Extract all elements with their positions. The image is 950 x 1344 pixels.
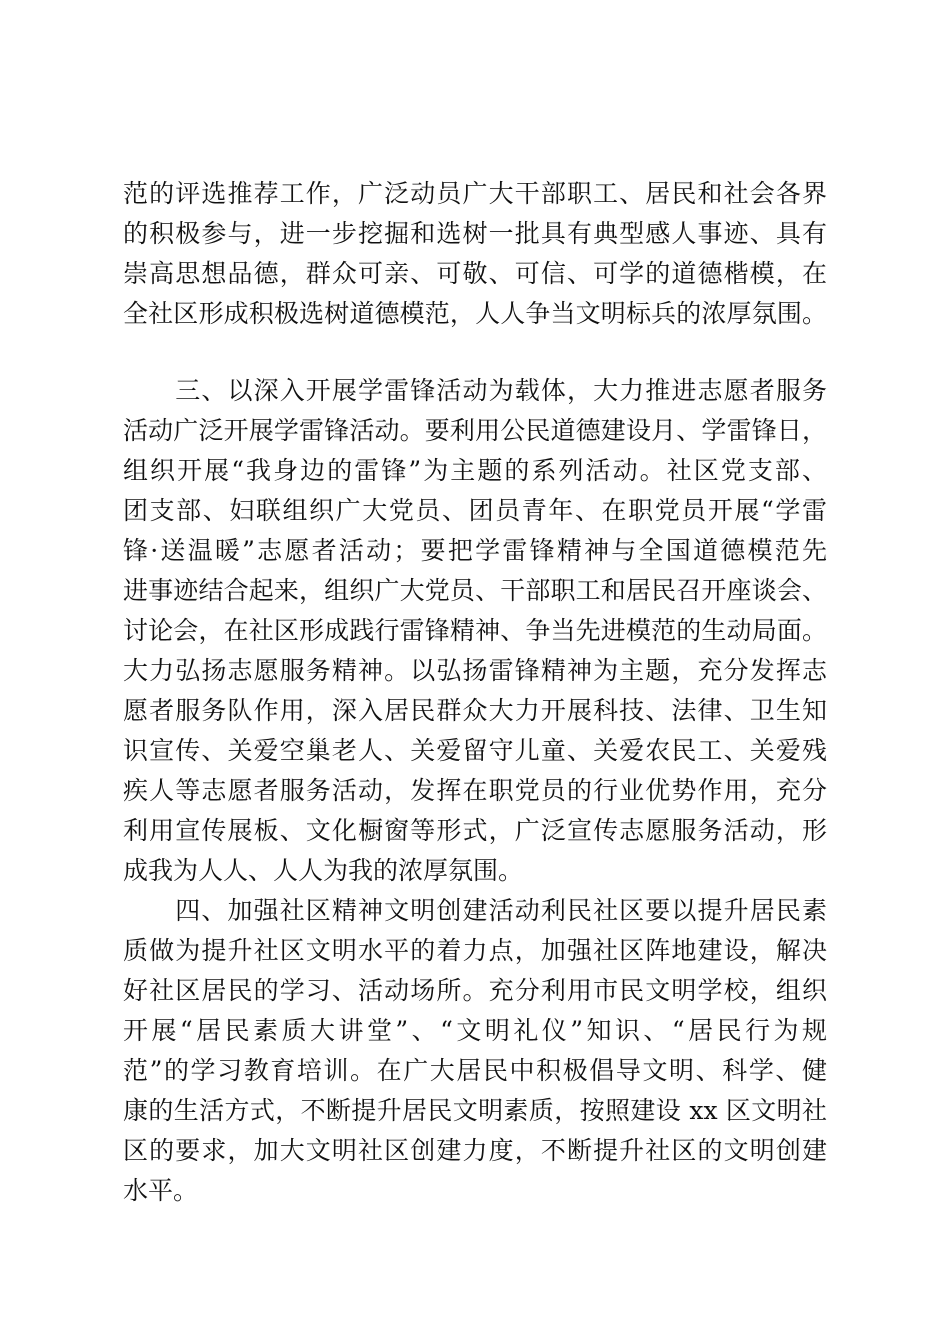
text-line: 疾人等志愿者服务活动，发挥在职党员的行业优势作用，充分 bbox=[123, 776, 827, 805]
text-line: 大力弘扬志愿服务精神。以弘扬雷锋精神为主题，充分发挥志 bbox=[123, 656, 827, 685]
text-line: 全社区形成积极选树道德模范，人人争当文明标兵的浓厚氛围。 bbox=[123, 299, 827, 328]
text-line: 四、加强社区精神文明创建活动利民社区要以提升居民素 bbox=[123, 896, 827, 925]
text-line: 的积极参与，进一步挖掘和选树一批具有典型感人事迹、具有 bbox=[123, 219, 827, 248]
text-line: 利用宣传展板、文化橱窗等形式，广泛宣传志愿服务活动，形 bbox=[123, 816, 827, 845]
text-line: 范”的学习教育培训。在广大居民中积极倡导文明、科学、健 bbox=[123, 1056, 827, 1085]
text-line: 活动广泛开展学雷锋活动。要利用公民道德建设月、学雷锋日， bbox=[123, 416, 827, 445]
text-line: 康的生活方式，不断提升居民文明素质，按照建设 xx 区文明社 bbox=[123, 1096, 827, 1125]
text-line: 组织开展“我身边的雷锋”为主题的系列活动。社区党支部、 bbox=[123, 456, 827, 485]
text-line: 三、以深入开展学雷锋活动为载体，大力推进志愿者服务 bbox=[123, 376, 827, 405]
text-line: 愿者服务队作用，深入居民群众大力开展科技、法律、卫生知 bbox=[123, 696, 827, 725]
text-line: 水平。 bbox=[123, 1176, 199, 1205]
text-line: 范的评选推荐工作，广泛动员广大干部职工、居民和社会各界 bbox=[123, 179, 827, 208]
text-line: 识宣传、关爱空巢老人、关爱留守儿童、关爱农民工、关爱残 bbox=[123, 736, 827, 765]
text-line: 开展“居民素质大讲堂”、“文明礼仪”知识、“居民行为规 bbox=[123, 1016, 827, 1045]
text-line: 进事迹结合起来，组织广大党员、干部职工和居民召开座谈会、 bbox=[123, 576, 827, 605]
text-line: 好社区居民的学习、活动场所。充分利用市民文明学校，组织 bbox=[123, 976, 827, 1005]
text-line: 成我为人人、人人为我的浓厚氛围。 bbox=[123, 856, 524, 885]
text-line: 讨论会，在社区形成践行雷锋精神、争当先进模范的生动局面。 bbox=[123, 616, 827, 645]
text-line: 锋·送温暖”志愿者活动；要把学雷锋精神与全国道德模范先 bbox=[123, 536, 827, 565]
text-line: 区的要求，加大文明社区创建力度，不断提升社区的文明创建 bbox=[123, 1136, 827, 1165]
text-line: 质做为提升社区文明水平的着力点，加强社区阵地建设，解决 bbox=[123, 936, 827, 965]
text-line: 崇高思想品德，群众可亲、可敬、可信、可学的道德楷模，在 bbox=[123, 259, 827, 288]
text-line: 团支部、妇联组织广大党员、团员青年、在职党员开展“学雷 bbox=[123, 496, 827, 525]
